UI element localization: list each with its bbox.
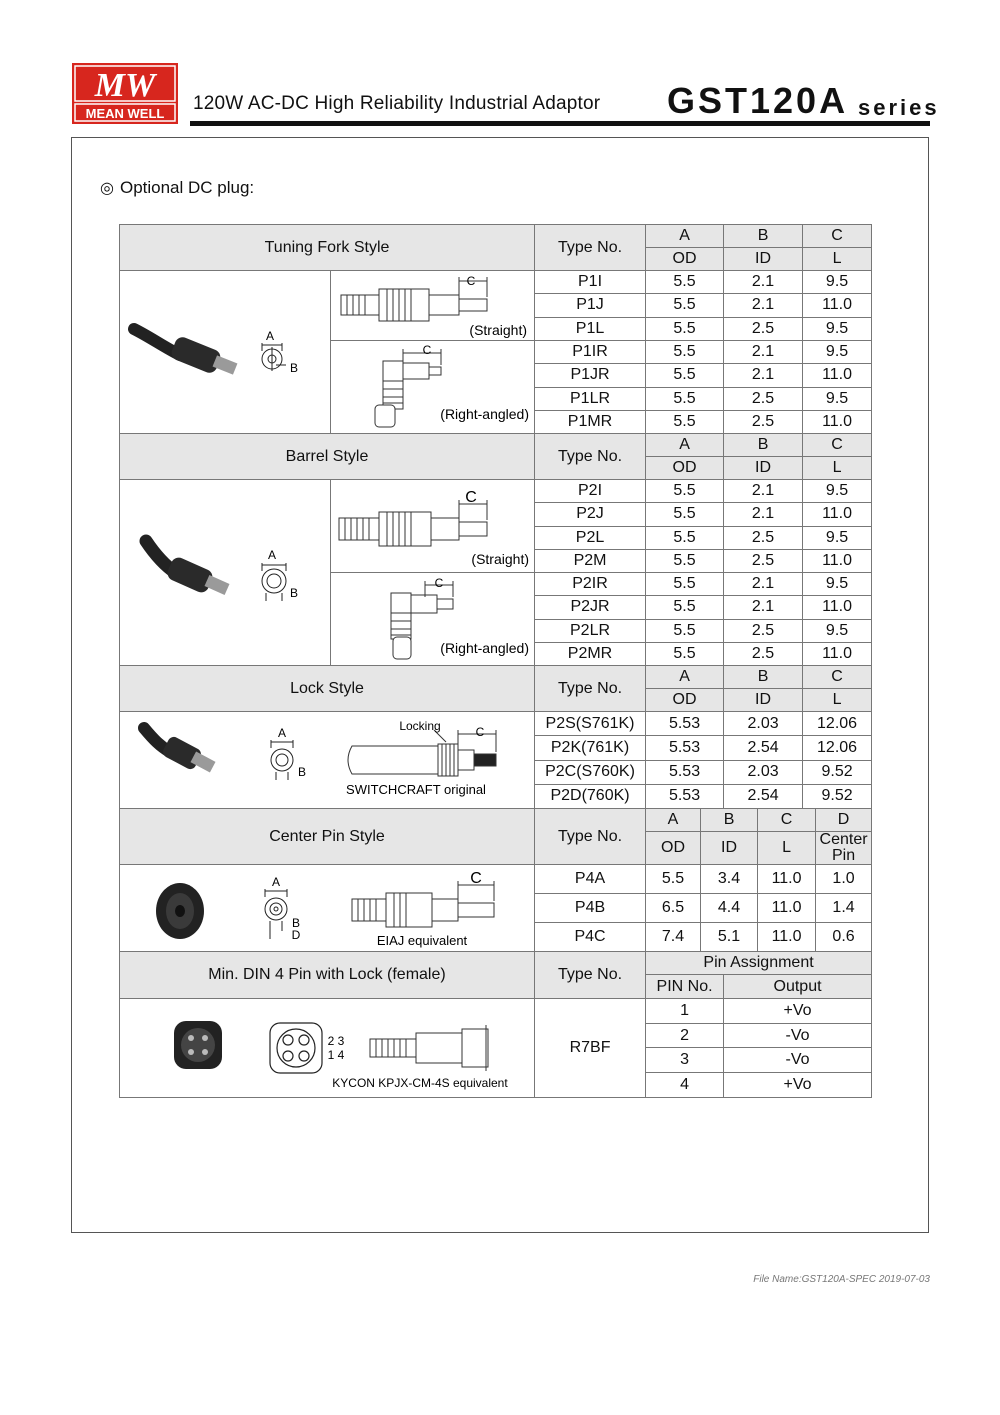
od-header: OD [646,689,724,712]
double-circle-icon: ◎ [100,180,114,197]
id-cell: 2.5 [724,619,803,642]
dim-b-label: B [289,585,299,600]
od-cell: 5.5 [646,503,724,526]
col-a-header: A [646,225,724,248]
type-no-header: Type No. [535,434,646,480]
od-cell: 7.4 [646,922,701,951]
right-angled-drawing-cell [331,341,535,434]
l-cell: 9.52 [803,784,872,808]
type-cell: P1JR [535,364,646,387]
pin-assignment-header: Pin Assignment [646,952,872,975]
type-cell: P2M [535,549,646,572]
od-cell: 5.5 [646,642,724,665]
file-name-footer: File Name:GST120A-SPEC 2019-07-03 [753,1274,930,1285]
id-cell: 5.1 [701,922,758,951]
table-row [120,271,872,294]
od-cell: 5.5 [646,526,724,549]
l-cell: 11.0 [758,894,816,922]
plug-face-diagram [262,343,286,371]
type-cell: P2IR [535,573,646,596]
l-cell: 12.06 [803,736,872,760]
od-cell: 5.5 [646,410,724,433]
din-header-row [120,952,872,975]
pin-no-header: PIN No. [646,975,724,999]
dim-b-label: B [291,916,301,930]
l-cell: 11.0 [758,922,816,951]
od-cell: 5.5 [646,387,724,410]
col-b-header: B [724,225,803,248]
l-cell: 9.5 [803,480,872,503]
type-cell: P1J [535,294,646,317]
l-header: L [803,457,872,480]
pin-labels-top: 2 3 [327,1034,345,1048]
od-cell: 5.5 [646,294,724,317]
id-cell: 2.5 [724,317,803,340]
od-cell: 5.5 [646,573,724,596]
id-cell: 2.03 [724,712,803,736]
type-cell: P2MR [535,642,646,665]
col-a-header: A [646,666,724,689]
dim-c-label: C [422,343,432,357]
id-cell: 2.5 [724,526,803,549]
straight-drawing-cell [331,271,535,341]
od-cell: 5.5 [646,865,701,894]
type-no-header: Type No. [535,225,646,271]
pin-no-cell: 3 [646,1048,724,1072]
table-row [120,480,872,503]
od-cell: 5.5 [646,341,724,364]
l-cell: 11.0 [803,642,872,665]
col-c-header: C [803,225,872,248]
od-cell: 6.5 [646,894,701,922]
dim-c-label: C [465,489,477,506]
tuning-fork-title: Tuning Fork Style [120,225,535,271]
od-cell: 5.5 [646,317,724,340]
center-pin-title: Center Pin Style [120,809,535,865]
dim-c-label: C [470,870,482,887]
pin-labels-bottom: 1 4 [327,1048,345,1062]
od-cell: 5.5 [646,596,724,619]
output-cell: +Vo [724,1072,872,1097]
id-cell: 2.5 [724,387,803,410]
eiaj-caption: EIAJ equivalent [376,933,468,948]
type-cell: P2J [535,503,646,526]
lock-plug-drawing [348,730,496,776]
series-label: series [858,95,940,120]
od-header: OD [646,248,724,271]
id-cell: 2.5 [724,410,803,433]
type-cell: P2JR [535,596,646,619]
id-cell: 2.1 [724,271,803,294]
l-header: L [803,689,872,712]
header-rule [190,121,930,126]
l-cell: 9.5 [803,619,872,642]
id-cell: 2.1 [724,480,803,503]
center-pin-header-row [120,809,872,832]
logo-mark: MW [94,67,156,104]
dim-b-label: B [297,765,307,779]
id-cell: 2.5 [724,549,803,572]
dim-a-label: A [267,547,277,562]
od-cell: 5.5 [646,271,724,294]
plug-face-diagram [262,563,286,601]
id-cell: 2.1 [724,341,803,364]
l-cell: 11.0 [803,549,872,572]
type-no-header: Type No. [535,952,646,999]
type-cell: P1LR [535,387,646,410]
od-header: OD [646,457,724,480]
id-cell: 2.5 [724,642,803,665]
l-header: L [758,832,816,865]
logo-text: MEAN WELL [85,106,165,121]
col-c-header: C [803,434,872,457]
id-header: ID [724,248,803,271]
id-cell: 2.1 [724,596,803,619]
od-cell: 5.5 [646,480,724,503]
dim-b-label: B [289,361,299,375]
table-row [120,865,872,894]
l-cell: 11.0 [803,596,872,619]
id-cell: 2.1 [724,503,803,526]
l-cell: 9.5 [803,573,872,596]
od-cell: 5.5 [646,364,724,387]
din-type-cell: R7BF [535,999,646,1098]
center-pin-plug-drawing [352,881,494,927]
center-pin-drawing-cell [120,865,535,952]
plug-cable-photo [134,329,237,375]
col-b-header: B [724,434,803,457]
straight-caption: (Straight) [471,551,529,567]
din-plug-drawing [370,1025,488,1071]
pin-no-cell: 2 [646,1024,724,1048]
type-cell: P1I [535,271,646,294]
type-cell: P2I [535,480,646,503]
l-cell: 9.5 [803,341,872,364]
table-row [120,999,872,1024]
col-c-header: C [758,809,816,832]
dim-a-label: A [277,726,287,740]
type-cell: P2S(S761K) [535,712,646,736]
l-header: L [803,248,872,271]
barrel-header-row [120,434,872,457]
l-cell: 9.5 [803,317,872,340]
barrel-title: Barrel Style [120,434,535,480]
id-cell: 2.03 [724,760,803,784]
dim-a-label: A [265,329,275,343]
mean-well-logo [72,63,178,124]
model-name: GST120A [667,80,849,121]
plug-cable-photo [144,728,216,772]
col-b-header: B [701,809,758,832]
id-cell: 3.4 [701,865,758,894]
type-cell: P4C [535,922,646,951]
id-cell: 2.1 [724,364,803,387]
type-no-header: Type No. [535,666,646,712]
dim-c-label: C [434,576,444,590]
l-cell: 11.0 [758,865,816,894]
plug-cable-photo [146,541,229,595]
id-header: ID [724,689,803,712]
straight-plug-drawing [339,500,487,546]
type-no-header: Type No. [535,809,646,865]
id-cell: 2.54 [724,736,803,760]
plug-face-diagram [271,740,293,780]
pin-no-cell: 1 [646,999,724,1024]
od-cell: 5.53 [646,760,724,784]
id-cell: 2.54 [724,784,803,808]
center-pin-cell: 1.4 [816,894,872,922]
pin-no-cell: 4 [646,1072,724,1097]
din-title: Min. DIN 4 Pin with Lock (female) [120,952,535,999]
od-cell: 5.53 [646,784,724,808]
l-cell: 12.06 [803,712,872,736]
od-cell: 5.5 [646,619,724,642]
l-cell: 9.5 [803,387,872,410]
col-a-header: A [646,434,724,457]
din-drawing-cell [120,999,535,1098]
lock-title: Lock Style [120,666,535,712]
din-face-diagram [270,1023,322,1073]
dc-plug-table [119,224,872,1098]
l-cell: 11.0 [803,364,872,387]
section-title [100,178,254,198]
od-header: OD [646,832,701,865]
l-cell: 11.0 [803,410,872,433]
col-a-header: A [646,809,701,832]
din-connector-photo [174,1021,222,1069]
col-b-header: B [724,666,803,689]
right-angled-caption: (Right-angled) [440,406,529,422]
center-pin-cell: 0.6 [816,922,872,951]
od-cell: 5.5 [646,549,724,572]
dim-c-label: C [466,274,476,288]
table-row [120,712,872,736]
output-cell: -Vo [724,1024,872,1048]
right-angled-plug-drawing [375,349,441,427]
document-subtitle: 120W AC-DC High Reliability Industrial Adaptor [193,93,601,114]
type-cell: P2D(760K) [535,784,646,808]
section-title-text: Optional DC plug: [119,178,255,197]
col-c-header: C [803,666,872,689]
barrel-photo-cell [120,480,331,666]
center-pin-plug-photo [156,883,204,939]
output-header: Output [724,975,872,999]
od-cell: 5.53 [646,736,724,760]
straight-caption: (Straight) [469,322,527,338]
l-cell: 9.52 [803,760,872,784]
type-cell: P2LR [535,619,646,642]
tuning-fork-header-row [120,225,872,248]
tuning-fork-photo-cell [120,271,331,434]
straight-plug-drawing [341,277,487,321]
l-cell: 9.5 [803,526,872,549]
type-cell: P1MR [535,410,646,433]
id-header: ID [701,832,758,865]
dim-c-label: C [475,725,485,739]
output-cell: +Vo [724,999,872,1024]
center-pin-header: Center Pin [816,832,872,865]
right-angled-drawing-cell [331,573,535,666]
plug-face-diagram [265,889,287,939]
lock-header-row [120,666,872,689]
dim-a-label: A [271,875,281,889]
type-cell: P2L [535,526,646,549]
center-pin-cell: 1.0 [816,865,872,894]
id-cell: 2.1 [724,573,803,596]
output-cell: -Vo [724,1048,872,1072]
type-cell: P1IR [535,341,646,364]
switchcraft-caption: SWITCHCRAFT original [346,782,486,797]
l-cell: 11.0 [803,503,872,526]
l-cell: 11.0 [803,294,872,317]
l-cell: 9.5 [803,271,872,294]
right-angled-caption: (Right-angled) [440,640,529,656]
lock-drawing-cell [120,712,535,809]
id-cell: 2.1 [724,294,803,317]
type-cell: P2C(S760K) [535,760,646,784]
type-cell: P1L [535,317,646,340]
type-cell: P4A [535,865,646,894]
dim-d-label: D [291,928,301,942]
locking-label: Locking [399,719,441,733]
kycon-caption: KYCON KPJX-CM-4S equivalent [332,1076,508,1090]
type-cell: P2K(761K) [535,736,646,760]
id-cell: 4.4 [701,894,758,922]
od-cell: 5.53 [646,712,724,736]
type-cell: P4B [535,894,646,922]
col-d-header: D [816,809,872,832]
id-header: ID [724,457,803,480]
straight-drawing-cell [331,480,535,573]
